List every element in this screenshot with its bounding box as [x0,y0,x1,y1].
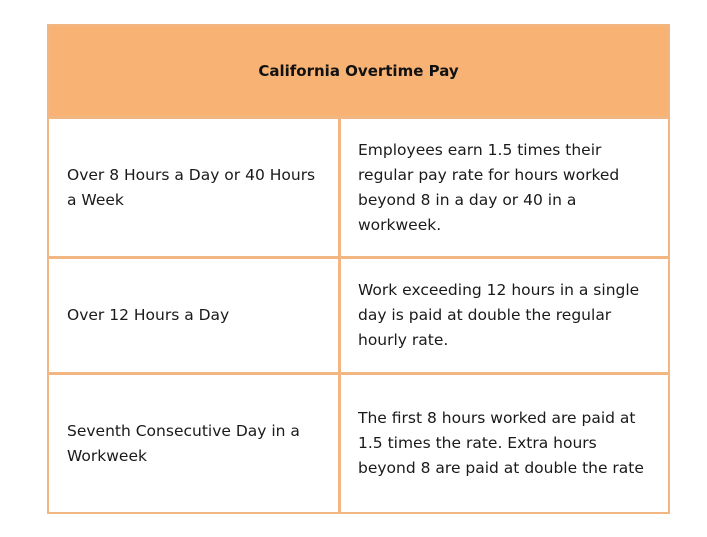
rule-cell: The first 8 hours worked are paid at 1.5 times the rate. Extra hours beyond 8 are paid at double the rate [358,409,644,477]
condition-cell: Over 12 Hours a Day [49,259,341,372]
rule-cell: Work exceeding 12 hours in a single day is paid at double the regular hourly rate. [358,281,640,349]
overtime-table [47,24,670,514]
condition-cell: Seventh Consecutive Day in a Workweek [49,375,341,512]
table-title: California Overtime Pay [49,26,668,116]
table-row [49,372,668,512]
condition-cell: Over 8 Hours a Day or 40 Hours a Week [49,119,341,256]
rule-cell: Employees earn 1.5 times their regular pay rate for hours worked beyond 8 in a day or 40 in a workweek. [358,140,620,234]
table-row [49,116,668,256]
table-row [49,256,668,372]
